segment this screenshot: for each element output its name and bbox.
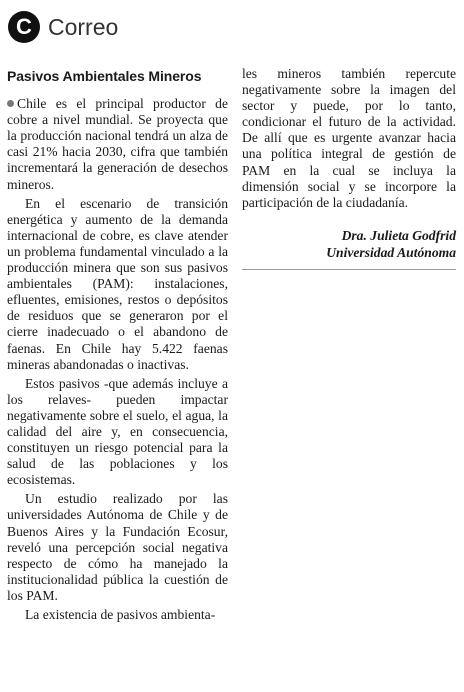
section-logo: C bbox=[8, 11, 40, 43]
paragraph-continuation: les mineros también repercute negativamente sobre la imagen del sector y puede, por lo tanto, condicionar el futuro de la actividad. De allí que es urgente avanzar hacia una política integral de gestión de PAM en la cual se incluya la dimensión social y se incorpore la participación de la ciudadanía. bbox=[242, 66, 456, 210]
paragraph-3: Estos pasivos -que además incluye a los relaves- pueden impactar negativamente sobre el suelo, el agua, la calidad del aire y, en consecuencia, constituyen un riesgo potencial para la salud de las poblaciones y los ecosistemas. bbox=[7, 375, 228, 488]
paragraph-1-text: Chile es el principal productor de cobre a nivel mundial. Se proyecta que la producción nacional tendrá un alza de casi 21% hacia 2030, cifra que también incrementará la generación de desechos mineros. bbox=[7, 96, 228, 192]
article-column-left bbox=[7, 66, 228, 626]
article-title: Pasivos Ambientales Mineros bbox=[7, 68, 202, 84]
section-name: Correo bbox=[48, 13, 119, 40]
divider bbox=[242, 269, 456, 270]
signature bbox=[242, 227, 456, 261]
signature-name: Dra. Julieta Godfrid bbox=[341, 227, 456, 243]
paragraph-2: En el escenario de transición energética y aumento de la demanda internacional de cobre, es clave atender un problema fundamental vinculado a la producción minera que son sus pasivos ambientales (PAM): instalaciones, efluentes, emisiones, restos o depósitos de residuos que se generaron por el cierre inadecuado o el abandono de faenas. En Chile hay 5.422 faenas mineras abandonadas o inactivas. bbox=[7, 195, 228, 372]
article-column-right bbox=[242, 66, 456, 270]
section-header bbox=[8, 8, 118, 46]
paragraph-4: Un estudio realizado por las universidades Autónoma de Chile y de Buenos Aires y la Fundación Ecosur, reveló una percepción social negativa respecto de cómo ha manejado la institucionalidad pública la cuestión de los PAM. bbox=[7, 491, 228, 603]
bullet-icon bbox=[7, 100, 14, 107]
signature-affiliation: Universidad Autónoma bbox=[326, 244, 456, 260]
paragraph-1 bbox=[7, 96, 228, 193]
paragraph-5: La existencia de pasivos ambienta- bbox=[25, 607, 216, 622]
